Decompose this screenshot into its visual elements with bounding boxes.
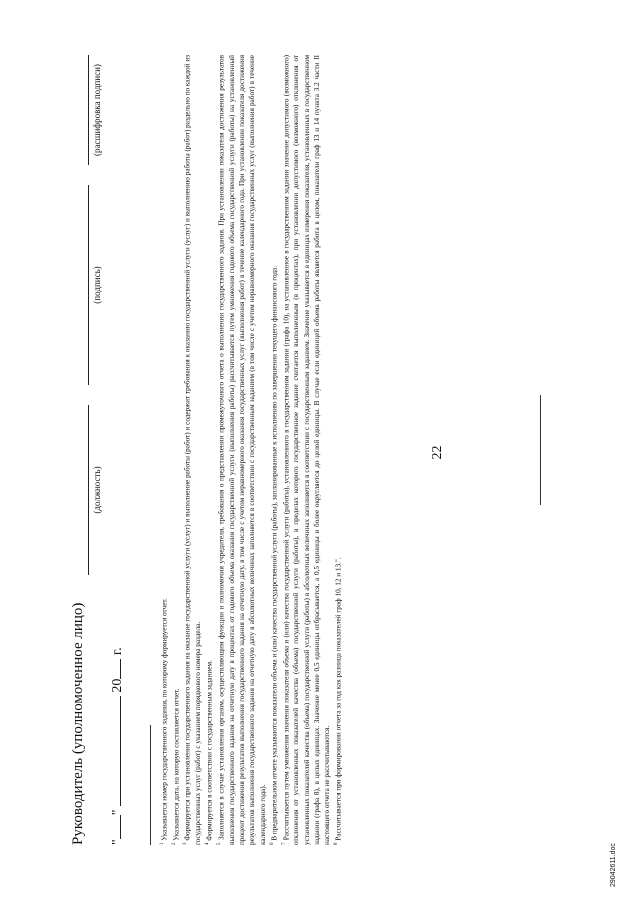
footnote-6-text: В предварительном отчете указываются показатели объема и (или) качества государственной услуги (работы), запланированные к исполнению по завершении текущего финансового года. [270, 265, 279, 841]
footnote-1-text: Указывается номер государственного задания, по которому формируется отчет. [160, 598, 169, 841]
footnotes [158, 55, 344, 845]
footnote-5 [215, 55, 268, 845]
footnote-4 [203, 55, 215, 845]
footnote-2 [170, 55, 182, 845]
footnote-3 [181, 55, 203, 845]
date-quote-close: " [110, 809, 125, 816]
year-suffix: г. [110, 647, 125, 656]
footnote-7-text: Рассчитывается путем умножения значения показателя объема и (или) качества государственной услуги (работы), установленного в государственном задании (графа 10), на установленное в государственном задании значение допустимого (возможного) отклонения от установленных показателей качества (объема) государственной услуги (работы), в пределах которого государственное задание считается выполненным (в процентах), при установлении допустимого (возможного) отклонения от установленных показателей качества (объема) государственной услуги (работы) в абсолютных величинах заполняется в соответствии с государственным заданием. Значение указывается в единицах измерения показателя, установленных в государственном задании (графа 8), в целых единицах. Значение менее 0,5 единицы отбрасывается, а 0,5 единицы и более округляется до целой единицы. В случае если единицей объема работы является работа в целом, показатели граф 13 и 14 пункта 3.2 части II настоящего отчета не рассчитываются. [282, 55, 332, 845]
footnote-6 [268, 55, 280, 845]
footnote-2-text: Указывается дата, на которую составляется отчет. [172, 688, 181, 841]
name-line [88, 55, 89, 165]
date-quote-open: " [110, 839, 125, 845]
month-blank [108, 696, 121, 806]
doc-code: 29042611.doc [610, 843, 617, 887]
footnote-6-num: 6 [269, 842, 275, 845]
footnote-2-num: 2 [171, 842, 177, 845]
signature-line [88, 185, 89, 385]
footnote-8 [332, 55, 344, 845]
footnote-3-text: Формируется при установлении государственного задания на оказание государственной услуги (услуг) и выполнение работы (работ) и содержит требования к оказанию государственной услуги (услуг) и выполнению работы (работ) раздельно по каждой из государственных услуг (работ) с указанием порядкового номера раздела. [183, 54, 203, 845]
date-row [108, 647, 126, 845]
year-blank [108, 659, 121, 679]
footnote-4-num: 4 [205, 842, 211, 845]
footnote-4-text: Формируется в соответствии с государственным заданием. [205, 660, 214, 841]
footnote-3-num: 3 [183, 842, 189, 845]
footnote-separator [150, 725, 151, 845]
end-line [540, 395, 541, 505]
year-prefix: 20 [110, 678, 125, 693]
position-label: (должность) [92, 466, 102, 514]
position-line [88, 405, 89, 575]
head-title: Руководитель (уполномоченное лицо) [70, 602, 86, 845]
footnote-1 [158, 55, 170, 845]
footnote-1-num: 1 [160, 842, 165, 845]
footnote-5-text: Заполняется в случае установления органом, осуществляющим функции и полномочия учредителя, требования о представлении промежуточного отчета о выполнении государственного задания. При установлении показателя достижения результатов выполнения государственного задания на отчетную дату в процентах от годового объема оказания государственной услуги (выполнения работы) рассчитывается путем умножения годового объема государственной услуги (работы) на установленный процент достижения результатов выполнения государственного задания на отчетную дату, в том числе с учетом неравномерного оказания государственных услуг (выполнения работ) в течение календарного года. При установлении показателя достижения результатов выполнения государственного задания на отчетную дату в абсолютных величинах заполняется в соответствии с государственным заданием (в том числе с учетом неравномерного оказания государственных услуг (выполнения работ) в течение календарного года). [217, 55, 267, 845]
footnote-5-num: 5 [217, 842, 223, 845]
footnote-7-num: 7 [281, 842, 287, 845]
page-number: 22 [430, 445, 445, 460]
name-label: (расшифровка подписи) [92, 64, 102, 156]
footnote-7 [280, 55, 333, 845]
signature-label: (подпись) [92, 266, 102, 304]
footnote-8-num: 8 [334, 842, 340, 845]
day-blank [108, 815, 121, 839]
footnote-8-text: Рассчитывается при формировании отчета за год как разница показателей граф 10, 12 и 13.". [334, 557, 343, 841]
